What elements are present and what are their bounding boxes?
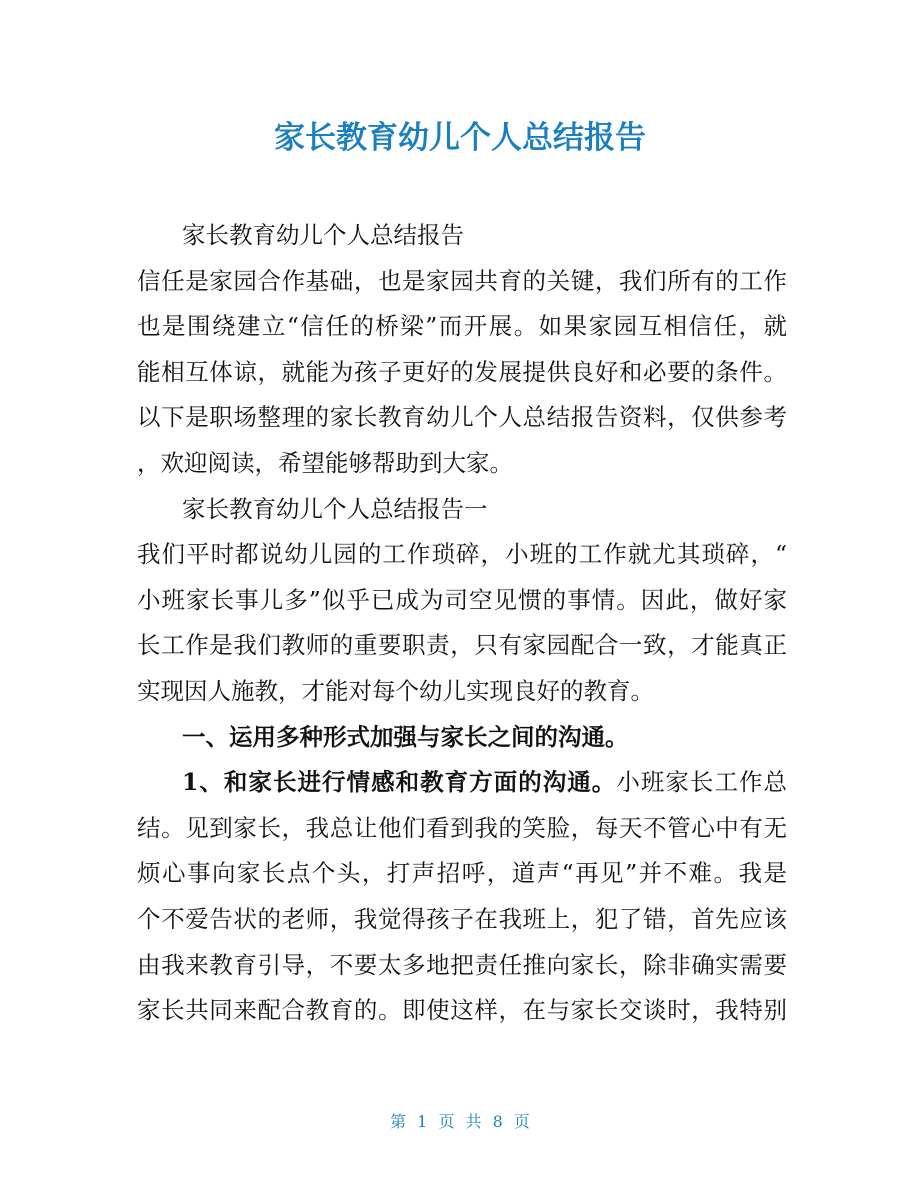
document-body	[137, 213, 787, 1034]
paragraph-line: 以下是职场整理的家长教育幼儿个人总结报告资料，仅供参考	[137, 403, 787, 432]
paragraph-line: 结。见到家长，我总让他们看到我的笑脸，每天不管心中有无	[137, 813, 787, 842]
bold-lead-text: 1、和家长进行情感和教育方面的沟通。	[182, 768, 617, 797]
paragraph-line: 信任是家园合作基础，也是家园共育的关键，我们所有的工作	[137, 266, 787, 295]
paragraph-line: 能相互体谅，就能为孩子更好的发展提供良好和必要的条件。	[137, 357, 787, 386]
line-text: 小班家长工作总	[616, 768, 788, 797]
paragraph-line: 个不爱告状的老师，我觉得孩子在我班上，犯了错，首先应该	[137, 904, 787, 933]
paragraph-line: 我们平时都说幼儿园的工作琐碎，小班的工作就尤其琐碎，“	[137, 540, 787, 569]
paragraph-line: 一、运用多种形式加强与家长之间的沟通。	[182, 722, 629, 751]
page-number-footer: 第 1 页 共 8 页	[390, 1112, 530, 1131]
paragraph-line: 家长教育幼儿个人总结报告	[182, 221, 464, 249]
paragraph-line: 家长教育幼儿个人总结报告一	[182, 494, 488, 523]
paragraph-line: 家长共同来配合教育的。即使这样，在与家长交谈时，我特别	[137, 996, 787, 1025]
paragraph-line: 小班家长事儿多”似乎已成为司空见惯的事情。因此，做好家	[137, 585, 787, 614]
paragraph-line: 由我来教育引导，不要太多地把责任推向家长，除非确实需要	[137, 950, 787, 979]
paragraph-line	[137, 760, 787, 806]
paragraph-line: 烦心事向家长点个头，打声招呼，道声“再见”并不难。我是	[137, 859, 787, 888]
paragraph-line: 实现因人施教，才能对每个幼儿实现良好的教育。	[137, 676, 654, 705]
paragraph-line: ，欢迎阅读，希望能够帮助到大家。	[137, 448, 513, 477]
paragraph-line: 也是围绕建立“信任的桥梁”而开展。如果家园互相信任，就	[137, 312, 787, 341]
document-title: 家长教育幼儿个人总结报告	[274, 120, 646, 156]
paragraph-line: 长工作是我们教师的重要职责，只有家园配合一致，才能真正	[137, 631, 787, 660]
